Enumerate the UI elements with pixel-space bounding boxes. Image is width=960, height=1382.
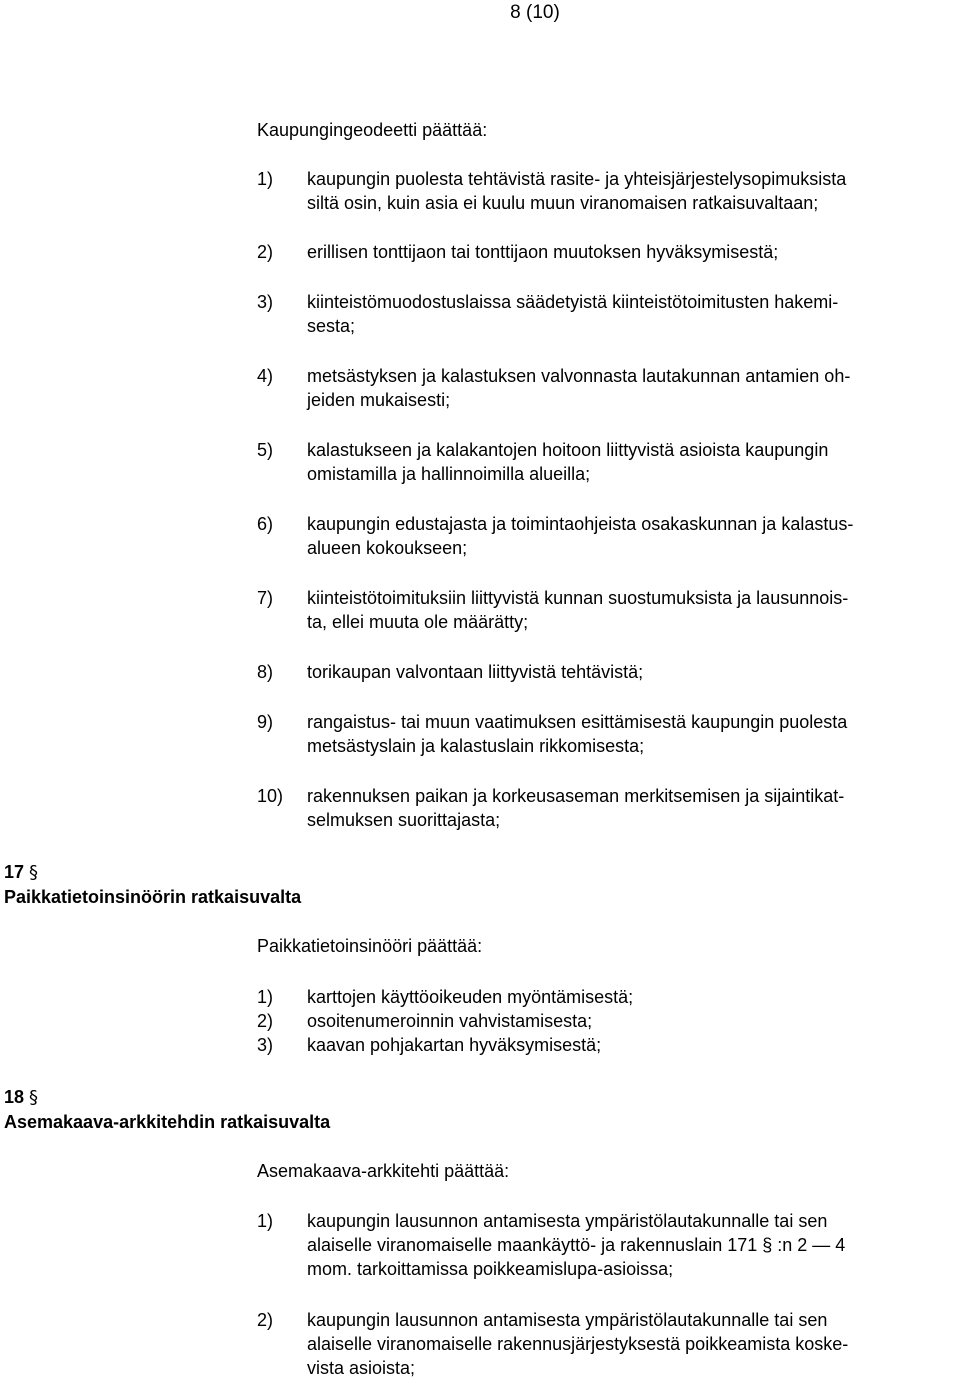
item-text-line: metsästyksen ja kalastuksen valvonnasta lautakunnan antamien oh- <box>307 366 851 386</box>
item-number: 8) <box>257 662 274 682</box>
item-text <box>307 364 957 412</box>
item-text-line: rangaistus- tai muun vaatimuksen esittämisestä kaupungin puolesta <box>307 712 848 732</box>
item-text <box>307 512 957 560</box>
section18-intro: Asemakaava-arkkitehti päättää: <box>257 1161 510 1181</box>
item-text-line: alueen kokoukseen; <box>307 538 468 558</box>
item-text-line: rakennuksen paikan ja korkeusaseman merkitsemisen ja sijaintikat- <box>307 786 845 806</box>
item-number: 5) <box>257 440 274 460</box>
item-text: kaavan pohjakartan hyväksymisestä; <box>307 1035 602 1055</box>
item-text-line: sesta; <box>307 316 356 336</box>
item-text-line: alaiselle viranomaiselle rakennusjärjestyksestä poikkeamista koske- <box>307 1334 849 1354</box>
paragraph-mark: § <box>29 1087 39 1108</box>
item-number: 9) <box>257 712 274 732</box>
item-text <box>307 660 957 684</box>
item-text-line: selmuksen suorittajasta; <box>307 810 501 830</box>
section17-intro: Paikkatietoinsinööri päättää: <box>257 936 483 956</box>
item-text-line: jeiden mukaisesti; <box>307 390 451 410</box>
item-number: 10) <box>257 786 284 806</box>
item-text-line: kaupungin puolesta tehtävistä rasite- ja yhteisjärjestelysopimuksista <box>307 169 847 189</box>
item-text: osoitenumeroinnin vahvistamisesta; <box>307 1011 593 1031</box>
item-text <box>307 710 957 758</box>
section-number: 18 § <box>4 1087 39 1108</box>
item-text-line: kalastukseen ja kalakantojen hoitoon liittyvistä asioista kaupungin <box>307 440 829 460</box>
item-text <box>307 1308 957 1380</box>
section-number: 17 § <box>4 862 39 883</box>
item-number: 1) <box>257 987 274 1007</box>
item-number: 1) <box>257 169 274 189</box>
item-text <box>307 438 957 486</box>
section-title: Asemakaava-arkkitehdin ratkaisuvalta <box>4 1112 331 1132</box>
item-text <box>307 240 957 264</box>
item-number: 2) <box>257 1011 274 1031</box>
item-text-line: siltä osin, kuin asia ei kuulu muun viranomaisen ratkaisuvaltaan; <box>307 193 819 213</box>
paragraph-mark: § <box>29 862 39 883</box>
item-number: 3) <box>257 1035 274 1055</box>
item-text <box>307 167 957 215</box>
section16-intro: Kaupungingeodeetti päättää: <box>257 120 488 140</box>
item-number: 3) <box>257 292 274 312</box>
item-text-line: kiinteistömuodostuslaissa säädetyistä kiinteistötoimitusten hakemi- <box>307 292 839 312</box>
item-text-line: torikaupan valvontaan liittyvistä tehtävistä; <box>307 662 644 682</box>
item-text <box>307 1209 957 1281</box>
item-text <box>307 290 957 338</box>
item-text-line: vista asioista; <box>307 1358 416 1378</box>
item-number: 7) <box>257 588 274 608</box>
section-title: Paikkatietoinsinöörin ratkaisuvalta <box>4 887 302 907</box>
item-number: 4) <box>257 366 274 386</box>
item-text-line: kaupungin lausunnon antamisesta ympäristölautakunnalle tai sen <box>307 1211 828 1231</box>
item-text <box>307 784 957 832</box>
item-text-line: kaupungin lausunnon antamisesta ympäristölautakunnalle tai sen <box>307 1310 828 1330</box>
item-text-line: kiinteistötoimituksiin liittyvistä kunnan suostumuksista ja lausunnois- <box>307 588 849 608</box>
item-text-line: omistamilla ja hallinnoimilla alueilla; <box>307 464 591 484</box>
item-text-line: metsästyslain ja kalastuslain rikkomisesta; <box>307 736 645 756</box>
item-number: 1) <box>257 1211 274 1231</box>
item-text <box>307 586 957 634</box>
item-text: karttojen käyttöoikeuden myöntämisestä; <box>307 987 634 1007</box>
item-number: 2) <box>257 242 274 262</box>
section-heading <box>4 1085 330 1134</box>
item-text-line: ta, ellei muuta ole määrätty; <box>307 612 529 632</box>
item-number: 6) <box>257 514 274 534</box>
page-number: 8 (10) <box>510 2 560 23</box>
item-text-line: alaiselle viranomaiselle maankäyttö- ja rakennuslain 171 § :n 2 — 4 <box>307 1235 846 1255</box>
section-heading <box>4 860 301 909</box>
item-text-line: kaupungin edustajasta ja toimintaohjeista osakaskunnan ja kalastus- <box>307 514 854 534</box>
item-text-line: erillisen tonttijaon tai tonttijaon muutoksen hyväksymisestä; <box>307 242 779 262</box>
item-text-line: mom. tarkoittamissa poikkeamislupa-asioissa; <box>307 1259 674 1279</box>
item-number: 2) <box>257 1310 274 1330</box>
